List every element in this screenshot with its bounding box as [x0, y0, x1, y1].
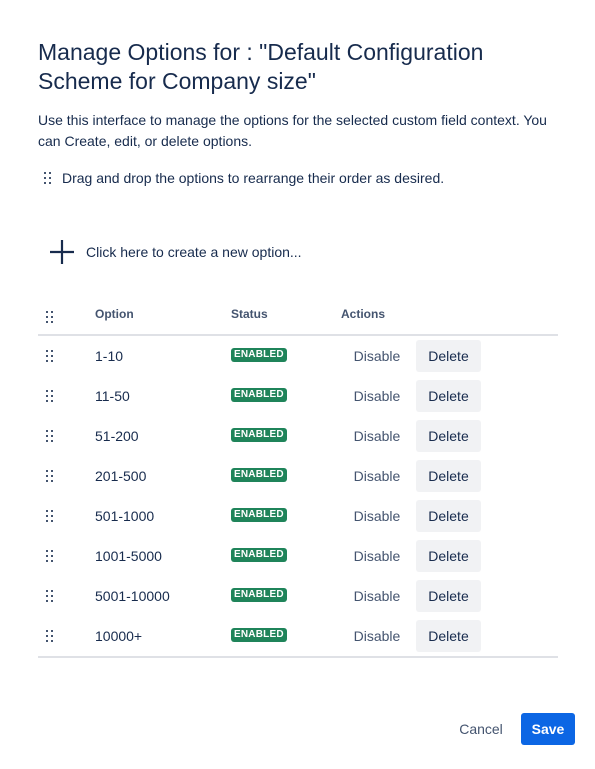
status-badge: ENABLED [231, 468, 287, 482]
table-row[interactable] [38, 576, 558, 616]
dialog-footer [449, 713, 575, 745]
column-header-status: Status [231, 307, 268, 321]
create-option-label: Click here to create a new option... [86, 244, 302, 260]
save-button[interactable]: Save [521, 713, 575, 745]
delete-button[interactable]: Delete [416, 420, 481, 452]
disable-button[interactable]: Disable [341, 380, 413, 412]
option-name: 201-500 [95, 468, 147, 484]
create-option-button[interactable] [46, 236, 302, 268]
drag-hint [44, 169, 444, 187]
drag-handle-icon [44, 172, 52, 184]
drag-handle-icon[interactable] [46, 510, 54, 522]
delete-button[interactable]: Delete [416, 580, 481, 612]
status-badge: ENABLED [231, 588, 287, 602]
option-name: 11-50 [95, 388, 130, 404]
disable-button[interactable]: Disable [341, 340, 413, 372]
delete-button[interactable]: Delete [416, 380, 481, 412]
dialog-description: Use this interface to manage the options for the selected custom field context. You can Create, edit, or delete options. [38, 112, 547, 149]
table-row[interactable] [38, 416, 558, 456]
drag-handle-icon[interactable] [46, 630, 54, 642]
drag-handle-icon[interactable] [46, 470, 54, 482]
table-row[interactable] [38, 536, 558, 576]
drag-handle-icon[interactable] [46, 390, 54, 402]
delete-button[interactable]: Delete [416, 620, 481, 652]
disable-button[interactable]: Disable [341, 580, 413, 612]
drag-handle-icon[interactable] [46, 350, 54, 362]
table-row[interactable] [38, 336, 558, 376]
drag-hint-text: Drag and drop the options to rearrange their order as desired. [62, 170, 445, 186]
table-body [38, 336, 558, 656]
table-row[interactable] [38, 496, 558, 536]
delete-button[interactable]: Delete [416, 500, 481, 532]
option-name: 51-200 [95, 428, 139, 444]
disable-button[interactable]: Disable [341, 460, 413, 492]
option-name: 501-1000 [95, 508, 155, 524]
option-name: 1001-5000 [95, 548, 162, 564]
delete-button[interactable]: Delete [416, 340, 481, 372]
table-header [38, 300, 558, 336]
plus-icon [46, 236, 78, 268]
column-header-option: Option [95, 307, 134, 321]
table-row[interactable] [38, 456, 558, 496]
options-table [38, 300, 558, 658]
delete-button[interactable]: Delete [416, 460, 481, 492]
option-name: 1-10 [95, 348, 124, 364]
drag-handle-icon [46, 311, 54, 323]
status-badge: ENABLED [231, 348, 287, 362]
cancel-button[interactable]: Cancel [449, 713, 513, 745]
column-header-actions: Actions [341, 307, 386, 321]
disable-button[interactable]: Disable [341, 500, 413, 532]
drag-handle-icon[interactable] [46, 590, 54, 602]
delete-button[interactable]: Delete [416, 540, 481, 572]
table-row[interactable] [38, 376, 558, 416]
table-bottom-divider [38, 656, 558, 658]
status-badge: ENABLED [231, 548, 287, 562]
page-title: Manage Options for : "Default Configuration Scheme for Company size" [38, 39, 484, 94]
option-name: 10000+ [95, 628, 143, 644]
drag-handle-icon[interactable] [46, 550, 54, 562]
drag-handle-icon[interactable] [46, 430, 54, 442]
option-name: 5001-10000 [95, 588, 170, 604]
status-badge: ENABLED [231, 508, 287, 522]
disable-button[interactable]: Disable [341, 620, 413, 652]
disable-button[interactable]: Disable [341, 540, 413, 572]
disable-button[interactable]: Disable [341, 420, 413, 452]
status-badge: ENABLED [231, 428, 287, 442]
table-row[interactable] [38, 616, 558, 656]
status-badge: ENABLED [231, 388, 287, 402]
status-badge: ENABLED [231, 628, 287, 642]
